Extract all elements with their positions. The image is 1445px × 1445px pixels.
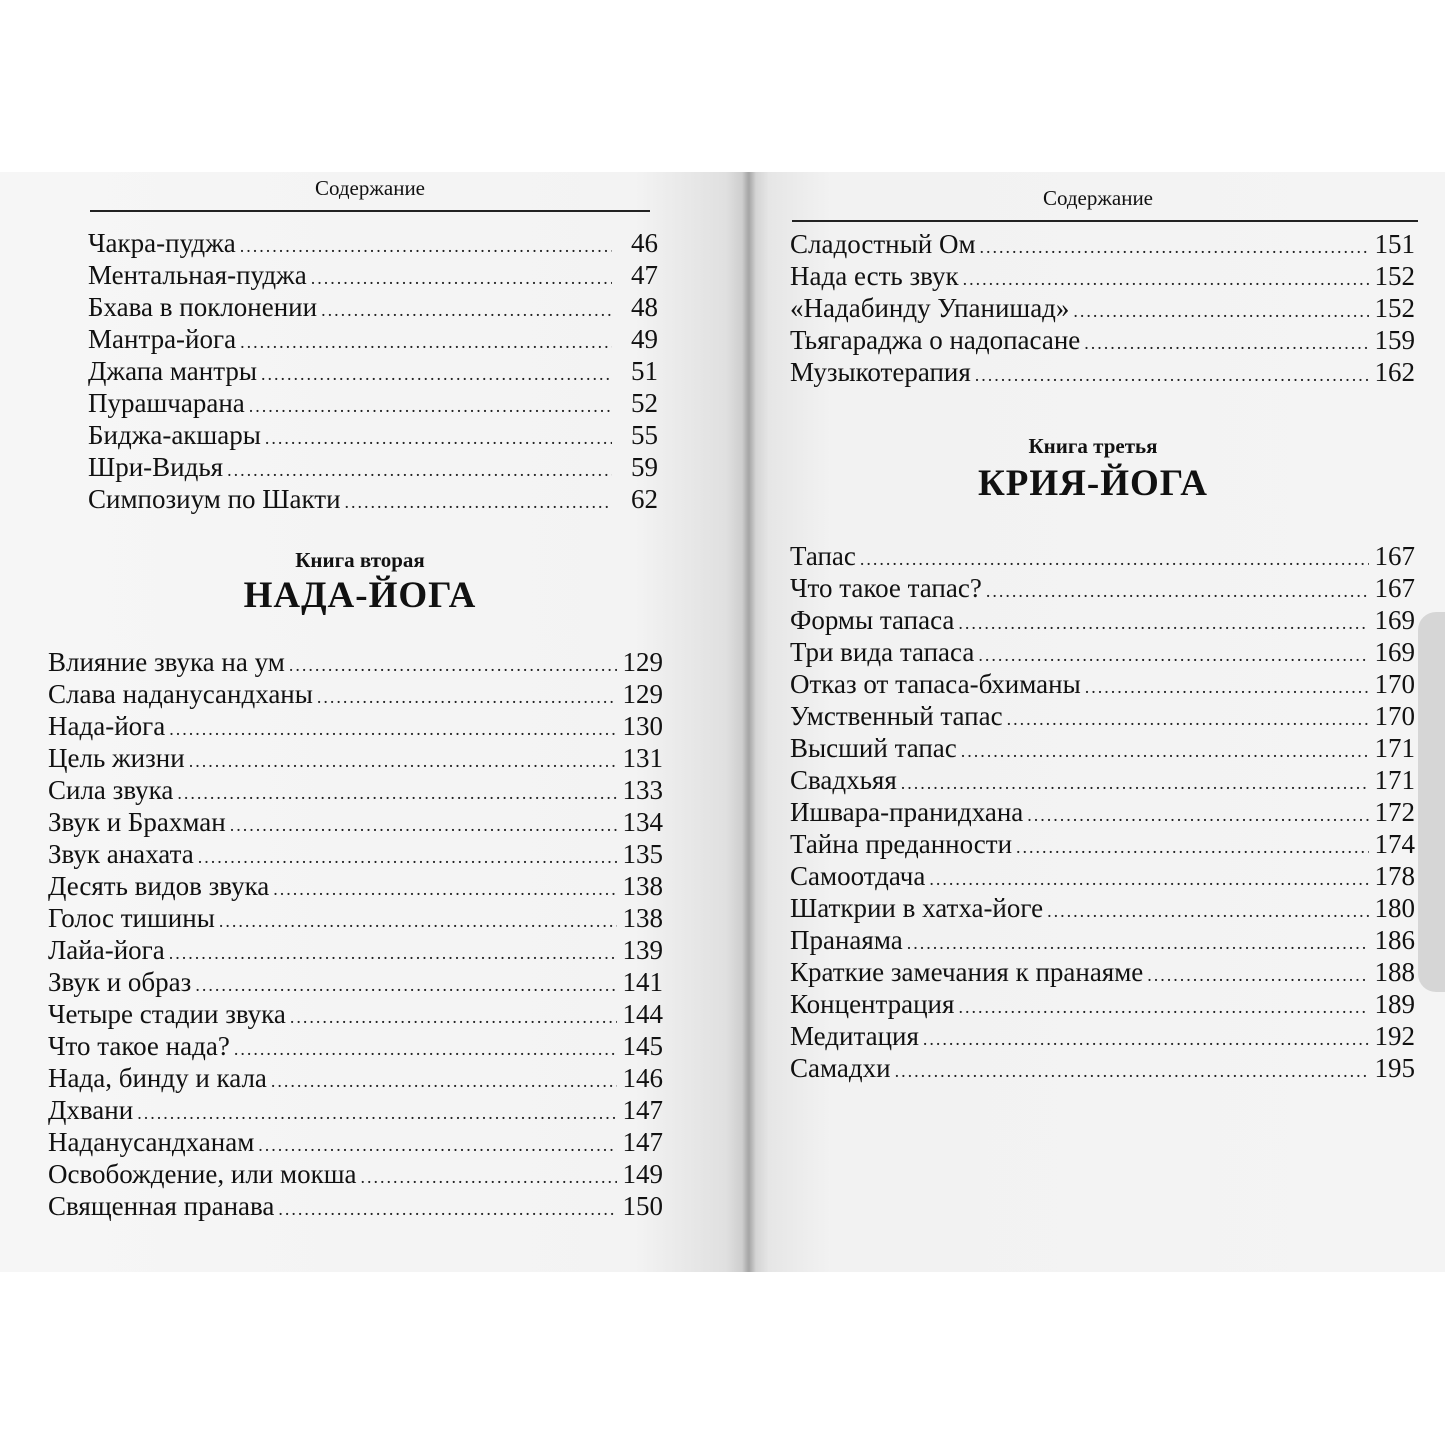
toc-entry-page: 129 [622,647,663,677]
toc-entry-title: Нада есть звук [790,261,959,291]
dot-leader [978,639,1368,671]
toc-entry-page: 146 [622,1063,663,1093]
toc-entry [48,710,663,742]
dot-leader [1016,831,1368,863]
toc-entry-title: Шаткрии в хатха-йоге [790,893,1044,923]
toc-entry [88,323,658,355]
header-rule [792,220,1418,222]
toc-entry-page: 171 [1374,733,1415,763]
toc-entry-page: 134 [622,807,663,837]
toc-entry-page: 62 [631,484,658,514]
toc-entry [48,1158,663,1190]
toc-entry [790,228,1415,260]
toc-entry [88,259,658,291]
toc-entry-page: 144 [622,999,663,1029]
dot-leader [1085,671,1369,703]
toc-entry-page: 138 [622,903,663,933]
toc-entry-title: Мантра-йога [88,324,237,354]
toc-entry-page: 180 [1374,893,1415,923]
toc-entry [790,828,1415,860]
toc-entry [790,892,1415,924]
toc-entry-page: 174 [1374,829,1415,859]
toc-entry-title: Ишвара-пранидхана [790,797,1024,827]
toc-entry-title: Нада, бинду и кала [48,1063,267,1093]
dot-leader [895,1055,1369,1087]
toc-entry [88,291,658,323]
dot-leader [901,767,1369,799]
toc-entry-title: Тапас [790,541,856,571]
dot-leader [219,905,617,937]
toc-entry [48,902,663,934]
dot-leader [278,1193,616,1225]
toc-entry [790,732,1415,764]
toc-entry-page: 52 [631,388,658,418]
toc-entry-page: 167 [1374,541,1415,571]
toc-entry-page: 51 [631,356,658,386]
toc-entry-page: 149 [622,1159,663,1189]
toc-entry-page: 130 [622,711,663,741]
toc-entry [790,988,1415,1020]
toc-entry-page: 169 [1374,605,1415,635]
dot-leader [169,937,617,969]
toc-entry-title: Пранаяма [790,925,903,955]
dot-leader [929,863,1368,895]
toc-entry-title: Что такое тапас? [790,573,982,603]
toc-entry-page: 159 [1374,325,1415,355]
toc-entry-title: Наданусандханам [48,1127,255,1157]
book-gutter [742,172,756,1272]
toc-entry-page: 167 [1374,573,1415,603]
dot-leader [1047,895,1368,927]
toc-entry-page: 192 [1374,1021,1415,1051]
toc-entry-page: 178 [1374,861,1415,891]
toc-entry [790,764,1415,796]
toc-entry-title: Шри-Видья [88,452,224,482]
toc-entry-title: Самоотдача [790,861,926,891]
toc-entry [790,292,1415,324]
dot-leader [961,735,1369,767]
dot-leader [958,991,1368,1023]
toc-entry-page: 55 [631,420,658,450]
toc-entry-title: Свадхьяя [790,765,897,795]
toc-entry-page: 46 [631,228,658,258]
toc-entry [48,806,663,838]
book-title: НАДА-ЙОГА [243,575,477,616]
toc-entry-title: Отказ от тапаса-бхиманы [790,669,1081,699]
toc-entry [790,324,1415,356]
toc-entry-page: 147 [622,1127,663,1157]
dot-leader [265,422,612,454]
toc-entry-title: Нада-йога [48,711,166,741]
toc-entry [88,419,658,451]
dot-leader [360,1161,616,1193]
toc-entry [48,678,663,710]
toc-entry-title: Голос тишины [48,903,215,933]
toc-entry [48,934,663,966]
dot-leader [258,1129,616,1161]
toc-entry-page: 172 [1374,797,1415,827]
dot-leader [137,1097,616,1129]
toc-entry-page: 152 [1374,261,1415,291]
dot-leader [980,231,1369,263]
dot-leader [234,1033,617,1065]
toc-entry-page: 145 [622,1031,663,1061]
dot-leader [249,390,612,422]
toc-entry-title: Цель жизни [48,743,185,773]
toc-entry [790,356,1415,388]
dot-leader [177,777,616,809]
toc-entry-title: Концентрация [790,989,955,1019]
dot-leader [169,713,616,745]
toc-entry-title: Дхвани [48,1095,134,1125]
toc-entry-page: 135 [622,839,663,869]
page-edge-tab [1418,612,1445,992]
dot-leader [345,486,612,518]
toc-entry-page: 131 [622,743,663,773]
toc-entry-title: Биджа-акшары [88,420,261,450]
toc-entry-page: 188 [1374,957,1415,987]
toc-entry-page: 171 [1374,765,1415,795]
toc-entry-page: 195 [1374,1053,1415,1083]
toc-entry-title: Симпозиум по Шакти [88,484,341,514]
dot-leader [1084,327,1368,359]
toc-entry-page: 138 [622,871,663,901]
toc-list-top [790,228,1415,388]
toc-list-book [790,540,1415,1084]
toc-entry-title: Сладостный Ом [790,229,976,259]
toc-entry [790,1052,1415,1084]
toc-entry-title: Умственный тапас [790,701,1003,731]
toc-entry-page: 169 [1374,637,1415,667]
toc-entry [790,636,1415,668]
toc-entry-page: 59 [631,452,658,482]
toc-entry [88,483,658,515]
toc-entry-page: 170 [1374,701,1415,731]
toc-entry-page: 162 [1374,357,1415,387]
toc-entry [790,260,1415,292]
dot-leader [195,969,616,1001]
dot-leader [1073,295,1368,327]
toc-entry [88,227,658,259]
dot-leader [271,1065,617,1097]
toc-entry-page: 133 [622,775,663,805]
toc-entry [790,1020,1415,1052]
toc-entry-title: «Надабинду Упанишад» [790,293,1070,323]
dot-leader [975,359,1369,391]
toc-entry-page: 170 [1374,669,1415,699]
toc-entry [88,387,658,419]
dot-leader [240,326,612,358]
toc-entry-title: Десять видов звука [48,871,270,901]
toc-entry-title: Музыкотерапия [790,357,971,387]
toc-entry-title: Сила звука [48,775,174,805]
dot-leader [289,649,617,681]
toc-entry-title: Краткие замечания к пранаяме [790,957,1144,987]
toc-entry-title: Звук анахата [48,839,194,869]
toc-entry-page: 48 [631,292,658,322]
dot-leader [317,681,617,713]
dot-leader [273,873,616,905]
toc-entry [790,572,1415,604]
toc-entry-title: Чакра-пуджа [88,228,236,258]
toc-entry-title: Самадхи [790,1053,891,1083]
dot-leader [923,1023,1369,1055]
toc-entry [790,668,1415,700]
dot-leader [907,927,1369,959]
toc-entry [48,1094,663,1126]
toc-entry [48,1062,663,1094]
book-label: Книга вторая [295,548,425,572]
running-head: Содержание [1042,186,1154,210]
toc-entry-page: 152 [1374,293,1415,323]
dot-leader [321,294,612,326]
toc-list-top [88,227,658,515]
book-title: КРИЯ-ЙОГА [977,463,1209,504]
toc-entry-title: Звук и Брахман [48,807,226,837]
dot-leader [227,454,612,486]
toc-entry [48,1030,663,1062]
toc-entry-title: Тьягараджа о надопасане [790,325,1081,355]
dot-leader [1147,959,1368,991]
dot-leader [189,745,617,777]
toc-entry-page: 147 [622,1095,663,1125]
dot-leader [963,263,1369,295]
toc-entry-title: Влияние звука на ум [48,647,285,677]
toc-entry [48,870,663,902]
dot-leader [261,358,612,390]
toc-entry-title: Что такое нада? [48,1031,230,1061]
toc-entry-page: 139 [622,935,663,965]
toc-entry [48,966,663,998]
toc-list-book [48,646,663,1222]
dot-leader [860,543,1369,575]
toc-entry [48,646,663,678]
toc-entry [48,998,663,1030]
dot-leader [240,230,612,262]
toc-entry-page: 49 [631,324,658,354]
toc-entry-title: Слава наданусандханы [48,679,313,709]
toc-entry-title: Медитация [790,1021,919,1051]
toc-entry-page: 150 [622,1191,663,1221]
toc-entry-title: Высший тапас [790,733,957,763]
toc-entry [790,540,1415,572]
dot-leader [290,1001,617,1033]
toc-entry-title: Формы тапаса [790,605,955,635]
right-page [748,172,1445,1272]
running-head: Содержание [314,176,426,200]
dot-leader [958,607,1368,639]
toc-entry [48,742,663,774]
header-rule [90,210,650,212]
toc-entry [790,956,1415,988]
toc-entry-title: Лайа-йога [48,935,165,965]
toc-entry-page: 47 [631,260,658,290]
dot-leader [311,262,612,294]
toc-entry-title: Тайна преданности [790,829,1013,859]
toc-entry-title: Четыре стадии звука [48,999,286,1029]
toc-entry [790,796,1415,828]
toc-entry [48,774,663,806]
toc-entry-title: Ментальная-пуджа [88,260,307,290]
toc-entry-title: Бхава в поклонении [88,292,318,322]
toc-entry-page: 141 [622,967,663,997]
toc-entry-page: 129 [622,679,663,709]
toc-entry [790,604,1415,636]
toc-entry-page: 151 [1374,229,1415,259]
dot-leader [1027,799,1368,831]
toc-entry [790,924,1415,956]
book-spread [0,172,1445,1272]
toc-entry-title: Три вида тапаса [790,637,975,667]
dot-leader [230,809,617,841]
toc-entry [790,700,1415,732]
toc-entry-title: Священная пранава [48,1191,275,1221]
toc-entry [790,860,1415,892]
dot-leader [986,575,1369,607]
toc-entry-title: Джапа мантры [88,356,257,386]
toc-entry-page: 186 [1374,925,1415,955]
dot-leader [1007,703,1369,735]
book-label: Книга третья [1028,434,1158,458]
toc-entry [88,451,658,483]
toc-entry-title: Пурашчарана [88,388,245,418]
toc-entry [48,1190,663,1222]
toc-entry-title: Освобождение, или мокша [48,1159,357,1189]
toc-entry-page: 189 [1374,989,1415,1019]
toc-entry [48,838,663,870]
toc-entry-title: Звук и образ [48,967,192,997]
toc-entry [88,355,658,387]
dot-leader [198,841,617,873]
toc-entry [48,1126,663,1158]
left-page [0,172,748,1272]
